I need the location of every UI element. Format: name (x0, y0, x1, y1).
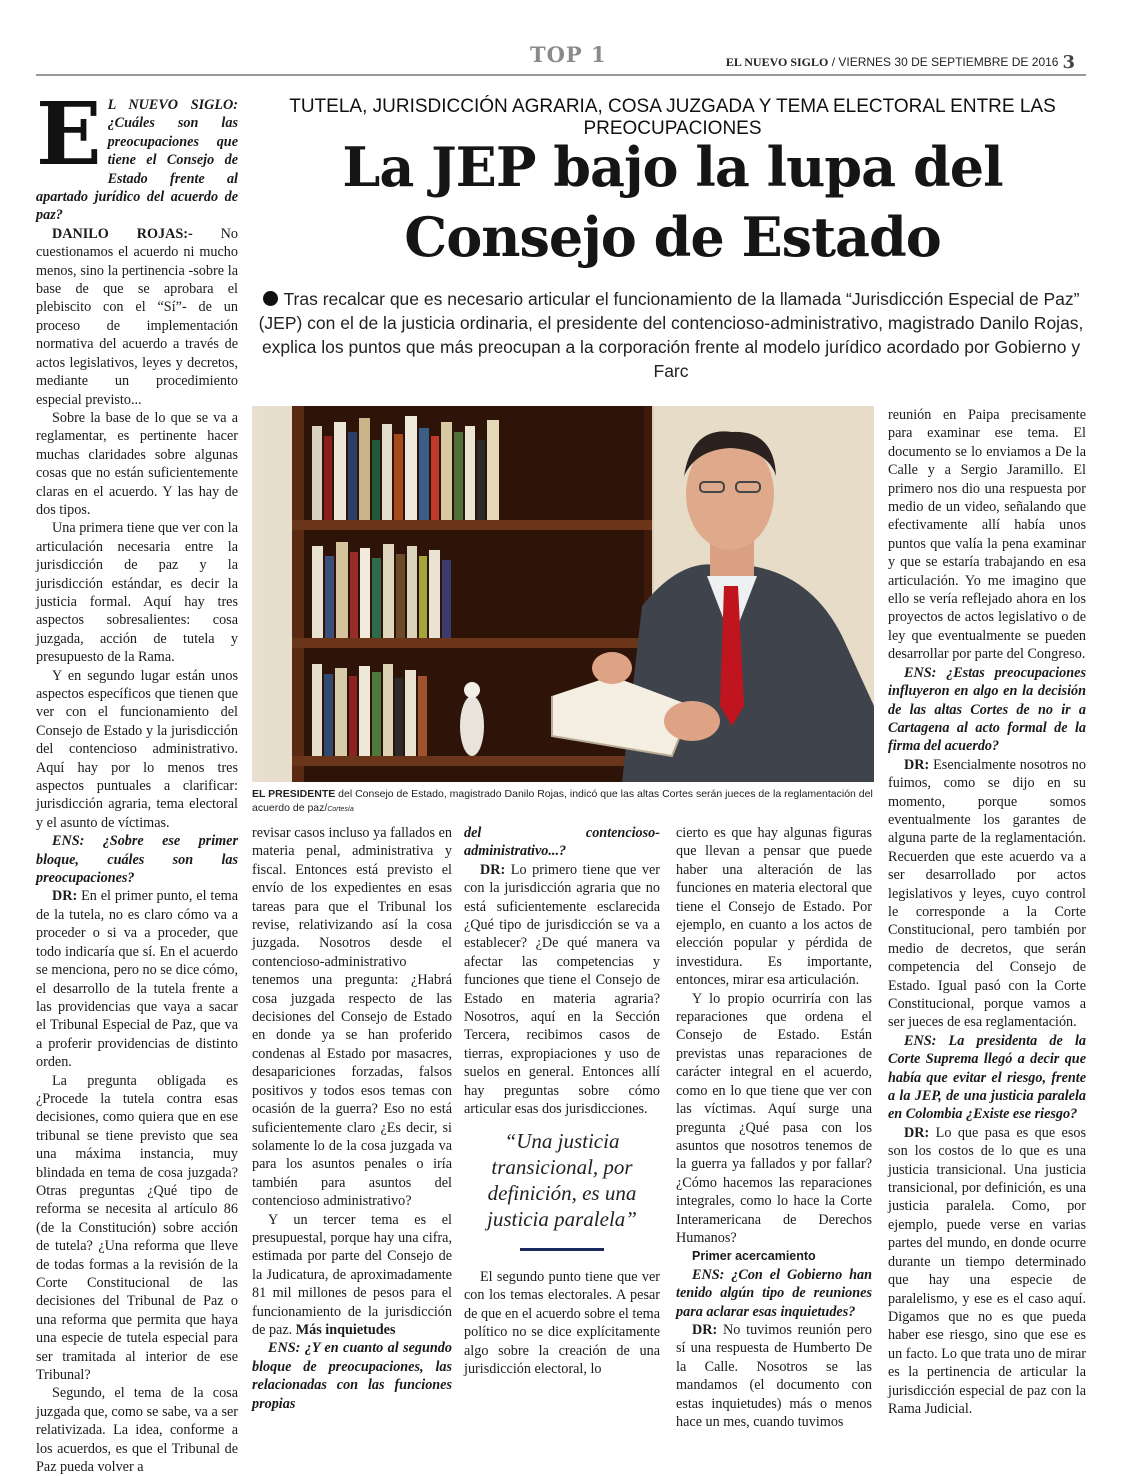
section-label: TOP 1 (530, 42, 607, 67)
headline: La JEP bajo la lupa del Consejo de Estado (342, 135, 1003, 269)
column-5 (888, 406, 1086, 1418)
question: ENS: ¿Con el Gobierno han tenido algún tipo de reuniones para aclarar esas inquietudes? (676, 1266, 872, 1320)
question: ENS: ¿Sobre ese primer bloque, cuáles son las preocupaciones? (36, 833, 238, 887)
subhead: Primer acercamiento (692, 1249, 816, 1264)
photo-illustration (252, 406, 874, 782)
kicker: TUTELA, JURISDICCIÓN AGRARIA, COSA JUZGADA Y TEMA ELECTORAL ENTRE LAS PREOCUPACIONES (289, 96, 1056, 139)
issue-date: VIERNES 30 DE SEPTIEMBRE DE 2016 (838, 55, 1059, 69)
column-4 (676, 824, 872, 1431)
pull-quote: “Una justicia transicional, por definición, es una justicia paralela” (487, 1129, 637, 1231)
folio: EL NUEVO SIGLO / VIERNES 30 DE SEPTIEMBRE DE 2016 3 (725, 52, 1075, 73)
answer: DR: Lo primero tiene que ver con la jurisdicción agraria que no está suficientemente esclarecida ¿Qué tipo de jurisdicción se va a establecer? ¿De qué manera va afectar las competencias y funciones que tiene el Consejo de Estado en materia agraria? Nosotros, aquí en la Sección Tercera, recibimos casos de tierras, expropiaciones y uso de suelos en general. Entonces allí hay preguntas sobre cómo articular esas dos jurisdicciones. (464, 861, 660, 1118)
answer: DANILO ROJAS:- No cuestionamos el acuerdo ni mucho menos, sino la pertinencia -sobre la base de que se aprobara el plebiscito con el “Sí”- de un proceso de implementación normativa del acuerdo a través de actos legislativos, leyes y decretos, mediante un procedimiento especial previsto... (36, 225, 238, 408)
column-1 (36, 84, 238, 1476)
drop-cap: E (36, 84, 102, 185)
paragraph: Y en segundo lugar están unos aspectos específicos que tienen que ver con el funcionamiento del Consejo de Estado y la jurisdicción del contencioso administrativo. Aquí hay por lo menos tres aspectos puntuales a clarificar: jurisdicción agraria, tema electoral y el asunto de víctimas. (36, 667, 238, 831)
paragraph: El segundo punto tiene que ver con los temas electorales. A pesar de que en el acuerdo sobre el tema político no se dice explícitamente algo sobre la creación de una jurisdicción electoral, lo (464, 1269, 660, 1378)
bullet-icon (263, 291, 278, 306)
answer: DR: Lo que pasa es que esos son los costos de lo que es una justicia transicional. Una justicia transicional, por definición, es una justicia paralela. Como, por ejemplo, puede verse en varias partes del mundo, en donde ocurre durante un tiempo determinado que hay una especie de paralelismo, y ese es el caso aquí. Digamos que no es que pueda haber ese riesgo, sino que ese es un facto. Lo que trata uno de mirar es la pertinencia de articular la jurisdicción especial de paz con la Rama Judicial. (888, 1124, 1086, 1417)
lead-paragraph (256, 287, 1086, 383)
column-3 (464, 824, 660, 1119)
page-number: 3 (1062, 52, 1075, 73)
question: E L NUEVO SIGLO: ¿Cuáles son las preocupaciones que tiene el Consejo de Estado frente al apartado jurídico del acuerdo de paz? (36, 84, 238, 224)
paragraph: reunión en Paipa precisamente para examinar ese tema. El documento se lo enviamos a De la Calle y a Sergio Jaramillo. El primero nos dio una respuesta por medio de un video, señalando que efectivamente allí había unos puntos que valía la pena examinar y que se estaría trabajando en esa articulación. Yo me imagino que ello se vería reflejado ahora en los proyectos de actos legislativo o de ley que eventualmente se pueden desarrollar por parte del Congreso. (888, 407, 1086, 663)
lead-text: Tras recalcar que es necesario articular el funcionamiento de la llamada “Jurisdicción Especial de Paz” (JEP) con el de la justicia ordinaria, el presidente del contencioso-administrativo, magistrado Danilo Rojas, explica los puntos que más preocupan a la corporación frente al modelo jurídico acordado por Gobierno y Farc (258, 289, 1084, 381)
answer: DR: Esencialmente nosotros no fuimos, como se dijo en su momento, porque somos eventualmente los garantes de alguna parte de la reglamentación. Recuerden que este acuerdo va a ser desarrollado por actos legislativos y leyes, cuyo control le corresponde a la Corte Constitucional, pero también por medio de decretos, que serán competencia del Consejo de Estado. Igual pasó con la Corte Constitucional, porque vamos a ser jueces de esa reglamentación. (888, 756, 1086, 1031)
paragraph: cierto es que hay algunas figuras que llevan a pensar que puede haber una alteración de las funciones en materia electoral que tiene el Consejo de Estado. Por ejemplo, en cuanto a los actos de elección popular y pérdida de investidura. Es importante, entonces, mirar esa articulación. (676, 825, 872, 989)
paragraph: Una primera tiene que ver con la articulación necesaria entre la jurisdicción de paz y la jurisdicción estándar, es decir la justicia formal. Aquí hay tres aspectos sobresalientes: cosa juzgada, acción de tutela y presupuesto de la Rama. (36, 520, 238, 666)
question: del contencioso-administrativo...? (464, 825, 660, 860)
paragraph: Sobre la base de lo que se va a reglamentar, es pertinente hacer muchas claridades sobre algunas cosas que no están suficientemente claras en el acuerdo. Y las hay de dos tipos. (36, 409, 238, 518)
books-shelf-1 (312, 416, 499, 520)
answer: DR: En el primer punto, el tema de la tutela, no es claro cómo va a proceder o si va a proceder, que todo indicaría que sí. En el acuerdo se menciona, pero no se dice cómo, el desarrollo de la tutela frente a las providencias que vaya a sacar el Tribunal Especial de Paz, que va a proferir providencias de distinto orden. (36, 888, 238, 1071)
paragraph: revisar casos incluso ya fallados en materia penal, administrativa y fiscal. Entonces está previsto el envío de los expedientes en esas tareas para que el Tribunal los revise, relativizando así la cosa juzgada. Nosotros desde el contencioso-administrativo tenemos una pregunta: ¿Habrá cosa juzgada respecto de las decisiones del Consejo de Estado en donde ya se han proferido condenas al Estado por masacres, desapariciones forzadas, falsos positivos y todos esos temas con ocasión de la guerra? Eso no está suficientemente claro ¿Es decir, si solamente lo de la cosa juzgada va para los asuntos penales o iría también para asuntos del contencioso administrativo? (252, 825, 452, 1210)
paragraph: La pregunta obligada es ¿Procede la tutela contra esas decisiones, como quiera que en ese tribunal se tiene previsto que sea una máxima instancia, muy blindada en tema de cosa juzgada? Otras preguntas ¿Qué tipo de reforma se necesita al artículo 86 (de la Constitución) sobre acción de tutela? ¿Una reforma que lleve de todas formas a la revisión de la Corte Constitucional de las decisiones del Tribunal de Paz o una reforma que permita que haya una especie de tutela especial para ser tramitada al interior de ese Tribunal? (36, 1072, 238, 1384)
paragraph: Y lo propio ocurriría con las reparaciones que ordena el Consejo de Estado. Están previstas unas reparaciones de carácter integral en el acuerdo, como en lo que tiene que ver con las víctimas. Aquí surge una pregunta ¿Qué pasa con los asuntos que nosotros tenemos de la guerra ya fallados y por fallar? ¿Cómo hacemos las reparaciones integrales, como lo hace la Corte Interamericana de Derechos Humanos? (676, 990, 872, 1246)
article-photo (252, 406, 874, 782)
paragraph: Y un tercer tema es el presupuestal, porque hay una cifra, estimada por parte del Consejo de la Judicatura, de aproximadamente 81 mil millones de pesos para el funcionamiento de la jurisdicción de paz. Más inquietudes (252, 1211, 452, 1338)
answer: DR: No tuvimos reunión pero sí una respuesta de Humberto De la Calle. Nosotros se las mandamos (el documento con estas inquietudes) más o menos hace un mes, cuando tuvimos (676, 1321, 872, 1430)
question: ENS: ¿Estas preocupaciones influyeron en algo en la decisión de las altas Cortes de no ir a Cartagena al acto formal de la firma del acuerdo? (888, 664, 1086, 755)
question: ENS: ¿Y en cuanto al segundo bloque de preocupaciones, las relacionadas con las funciones propias (252, 1340, 452, 1412)
photo-credit: Cortesía (327, 806, 354, 813)
question: ENS: La presidenta de la Corte Suprema llegó a decir que había que evitar el riesgo, frente a la JEP, de una justicia paralela en Colombia ¿Existe ese riesgo? (888, 1032, 1086, 1123)
pull-quote-rule (520, 1248, 604, 1251)
paragraph: Segundo, el tema de la cosa juzgada que, como se sabe, va a ser relativizada. La idea, conforme a los acuerdos, es que el Tribunal de Paz pueda volver a (36, 1385, 238, 1476)
column-3-continued (464, 1268, 660, 1378)
photo-caption: EL PRESIDENTE del Consejo de Estado, magistrado Danilo Rojas, indicó que las altas Cortes serán jueces de la reglamentación del acuerdo de paz/Cortesía (252, 788, 873, 814)
header-rule (36, 74, 1086, 76)
column-2 (252, 824, 452, 1413)
publication-name: EL NUEVO SIGLO (725, 55, 829, 69)
